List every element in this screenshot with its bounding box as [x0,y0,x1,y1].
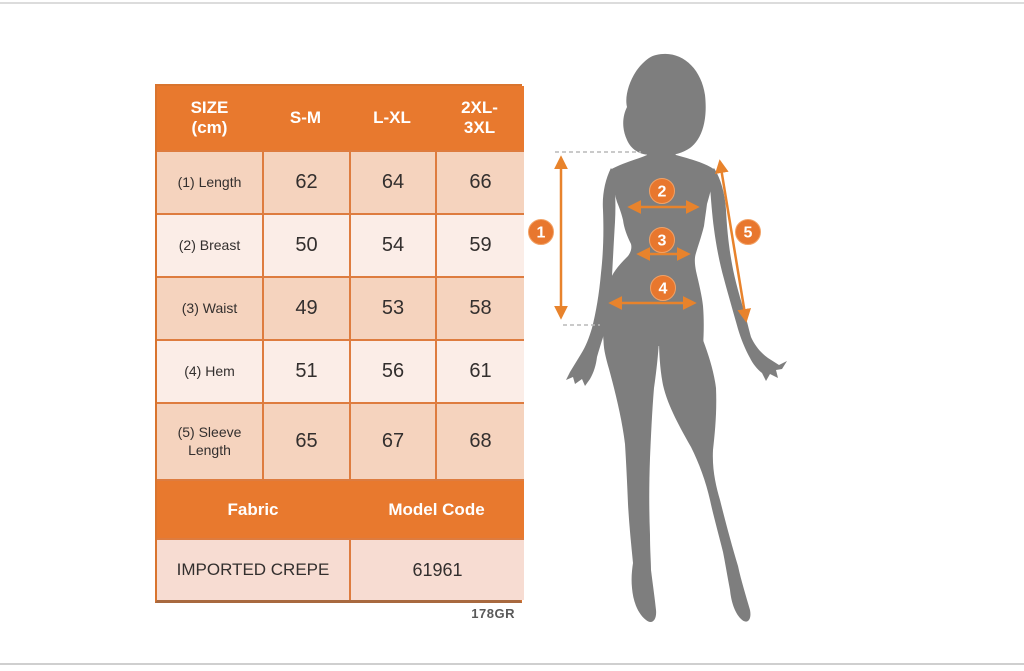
female-body-silhouette-icon [566,54,787,622]
row-label-hem: (4) Hem [157,339,262,402]
size-table [155,84,522,603]
breast-sm: 50 [262,213,349,276]
length-2xl3xl: 66 [435,150,524,213]
marker-number-1: 1 [536,224,546,242]
waist-lxl: 53 [349,276,435,339]
size-header-2xl3xl [435,86,524,150]
marker-number-2: 2 [657,183,667,201]
hem-sm: 51 [262,339,349,402]
hem-2xl3xl: 61 [435,339,524,402]
waist-2xl3xl: 58 [435,276,524,339]
sleeve-sm: 65 [262,402,349,479]
top-divider-line [0,2,1024,4]
fabric-header: Fabric [157,479,349,538]
row-label-breast: (2) Breast [157,213,262,276]
breast-lxl: 54 [349,213,435,276]
model-code-value: 61961 [349,538,524,600]
waist-sm: 49 [262,276,349,339]
size-header-sm: S-M [262,86,349,150]
breast-2xl3xl: 59 [435,213,524,276]
hem-lxl: 56 [349,339,435,402]
weight-note: 178GR [471,606,515,621]
measurement-diagram [520,40,820,640]
length-lxl: 64 [349,150,435,213]
row-label-length: (1) Length [157,150,262,213]
marker-number-5: 5 [743,224,753,242]
body-silhouette-svg [520,40,820,640]
row-label-sleeve-length: (5) Sleeve Length [157,402,262,479]
fabric-value: IMPORTED CREPE [157,538,349,600]
row-label-waist: (3) Waist [157,276,262,339]
size-header-2xl3xl-label: 2XL-3XL [461,98,498,137]
sleeve-lxl: 67 [349,402,435,479]
size-header-lxl: L-XL [349,86,435,150]
size-unit-header-cell [157,86,262,150]
length-sm: 62 [262,150,349,213]
bottom-divider-line [0,663,1024,665]
size-unit-header-label: SIZE (cm) [190,98,229,137]
marker-number-3: 3 [657,232,667,250]
sleeve-2xl3xl: 68 [435,402,524,479]
model-code-header: Model Code [349,479,524,538]
marker-number-4: 4 [658,280,668,298]
